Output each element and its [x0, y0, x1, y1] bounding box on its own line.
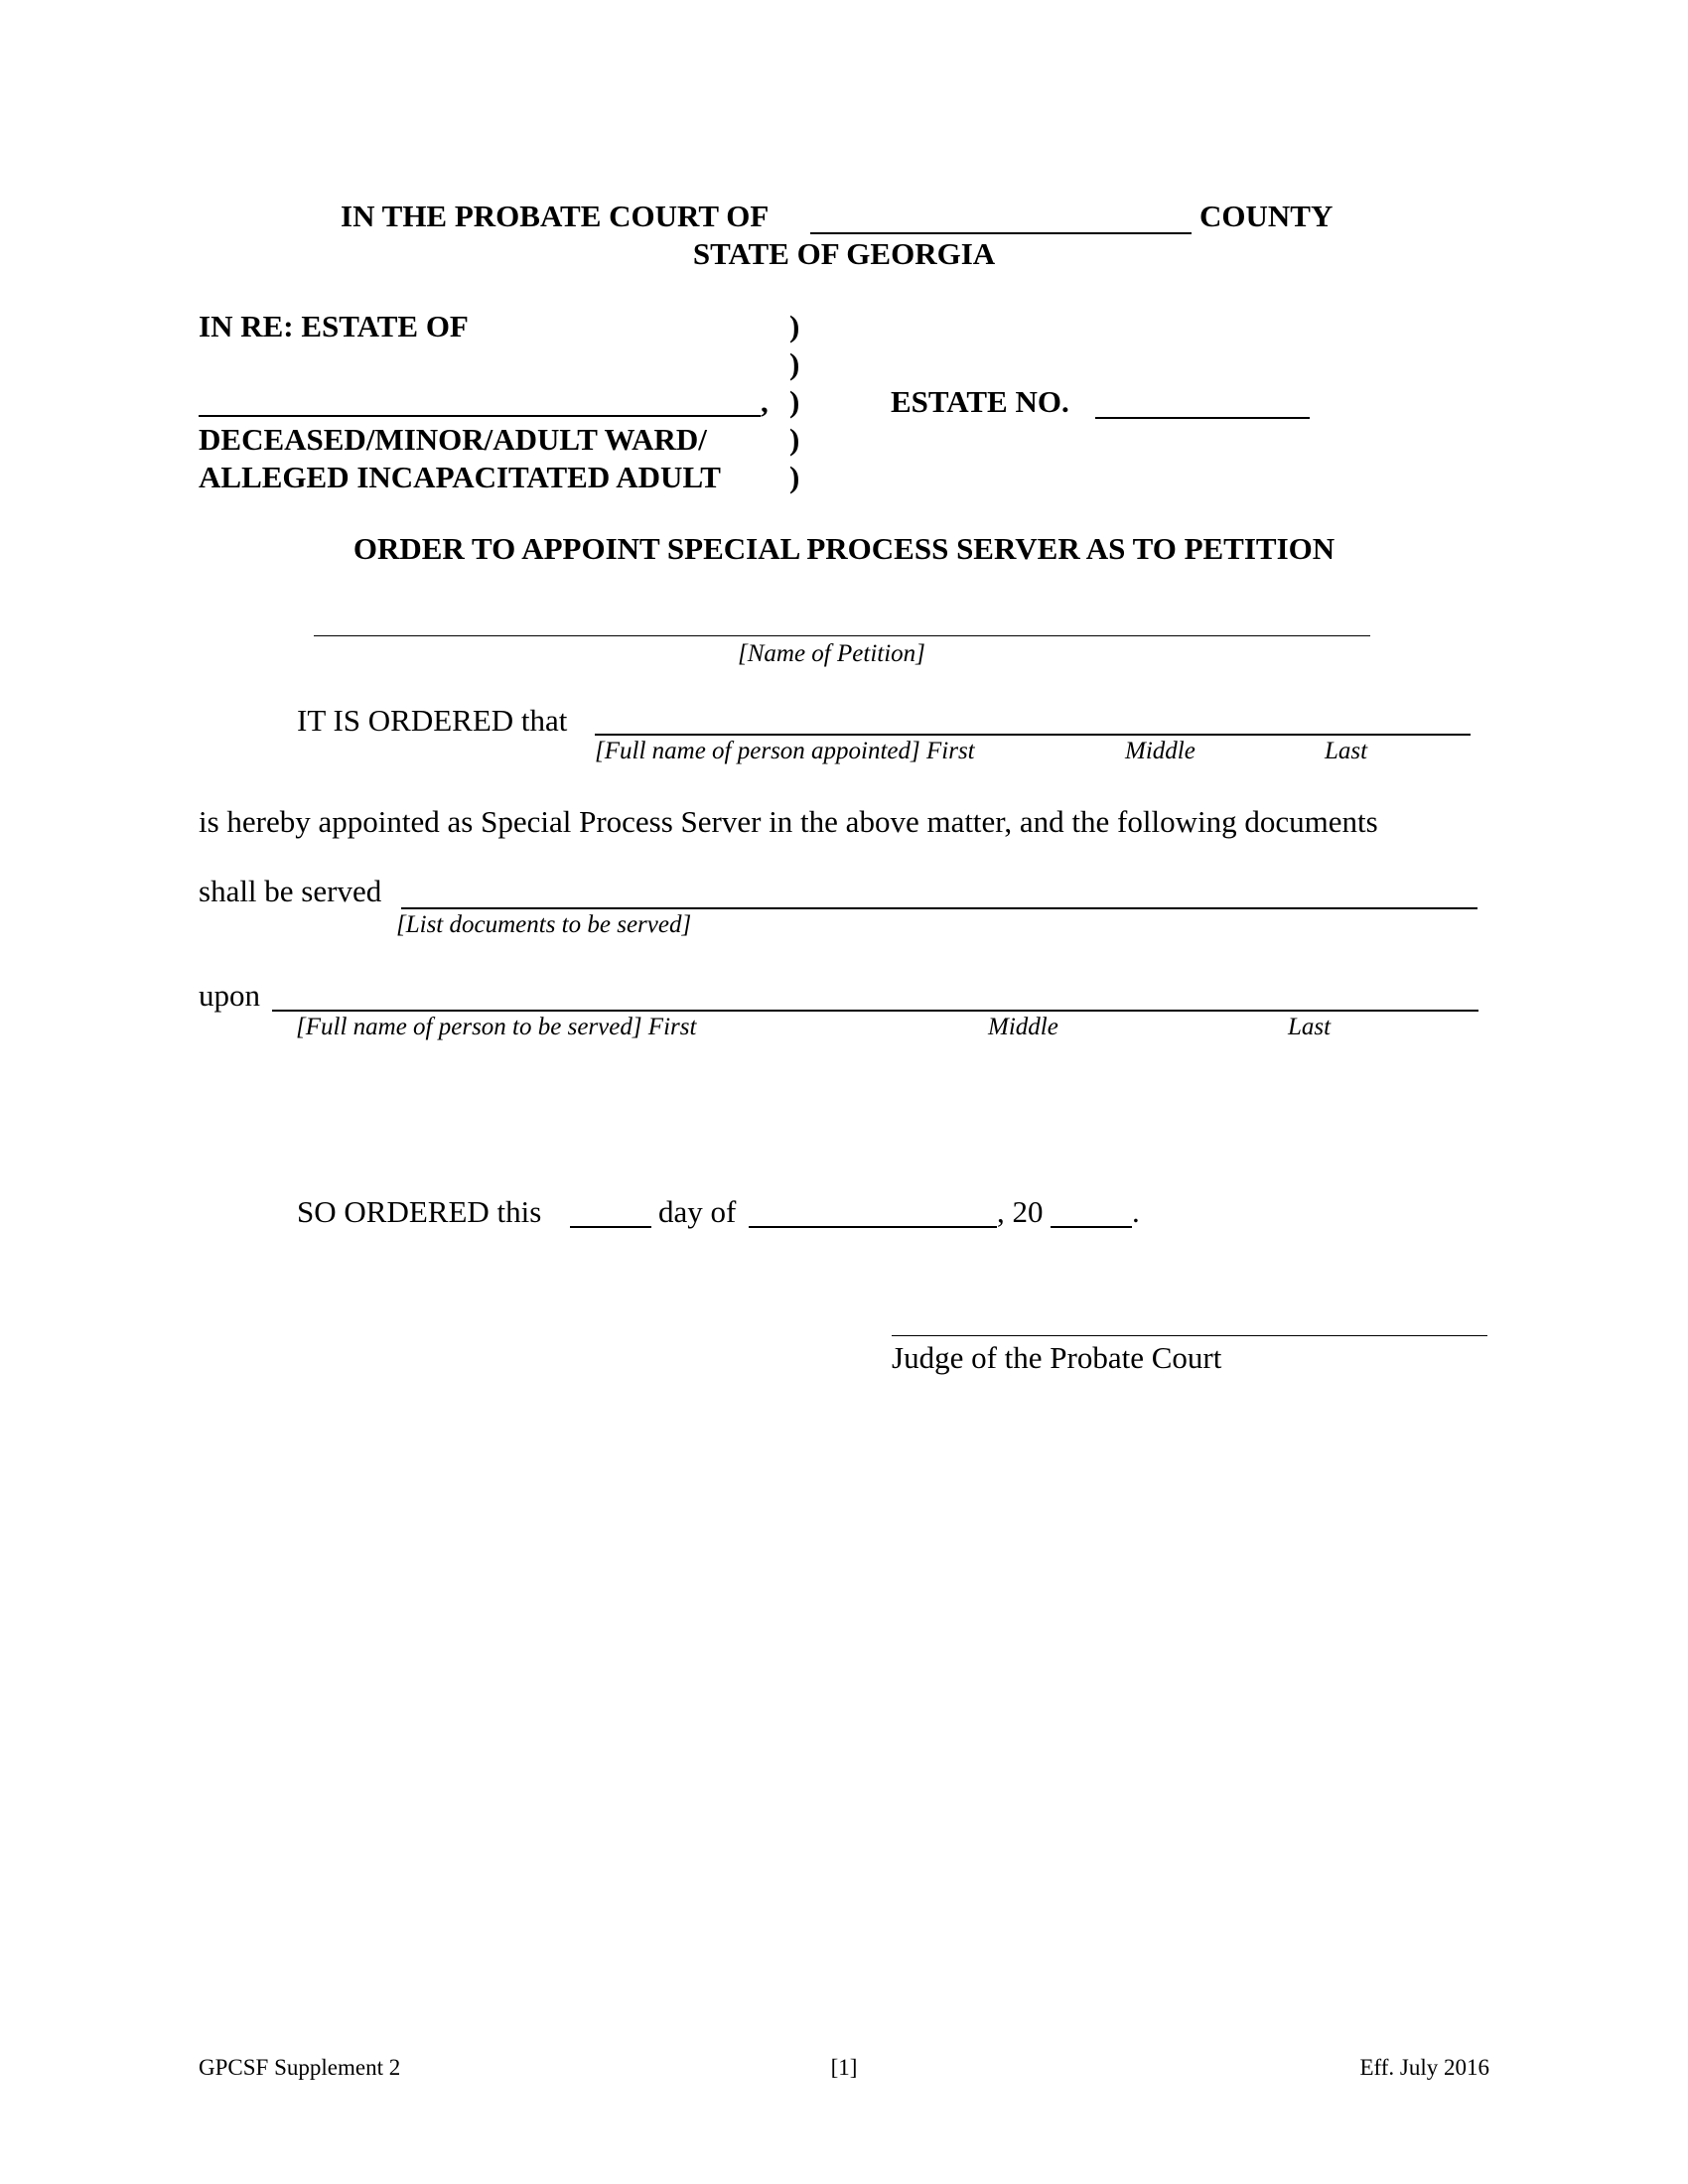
estate-name-field[interactable]: [199, 415, 761, 417]
served-caption-last: Last: [1288, 1014, 1332, 1040]
estate-no-label: ESTATE NO.: [891, 384, 1069, 419]
served-person-field[interactable]: [272, 1010, 1478, 1012]
judge-signature-line[interactable]: [892, 1335, 1487, 1336]
party-type-line1: DECEASED/MINOR/ADULT WARD/: [199, 422, 707, 457]
court-header-state: STATE OF GEORGIA: [692, 236, 996, 271]
year-prefix: , 20: [997, 1194, 1044, 1229]
footer-effective-date: Eff. July 2016: [1359, 2055, 1489, 2080]
judge-signature-label: Judge of the Probate Court: [892, 1340, 1222, 1375]
upon-lead: upon: [199, 978, 260, 1013]
caption-paren-4: ): [789, 422, 800, 457]
in-re-label: IN RE: ESTATE OF: [199, 309, 469, 343]
appointee-caption-first: [Full name of person appointed] First: [595, 738, 975, 764]
appointment-text: is hereby appointed as Special Process Server in the above matter, and the following documents: [199, 804, 1378, 839]
year-field[interactable]: [1051, 1226, 1132, 1228]
day-of-label: day of: [658, 1194, 737, 1229]
month-field[interactable]: [749, 1226, 997, 1228]
estate-name-comma: ,: [761, 384, 769, 419]
county-name-field[interactable]: [810, 232, 1192, 234]
appointee-caption-last: Last: [1325, 738, 1368, 764]
appointee-caption-middle: Middle: [1125, 738, 1196, 764]
caption-paren-2: ): [789, 346, 800, 381]
day-field[interactable]: [570, 1226, 651, 1228]
caption-paren-1: ): [789, 309, 800, 343]
appointee-name-field[interactable]: [595, 734, 1471, 736]
footer-form-id: GPCSF Supplement 2: [199, 2055, 401, 2080]
court-header-suffix: COUNTY: [1199, 199, 1334, 233]
estate-no-field[interactable]: [1095, 417, 1310, 419]
caption-paren-5: ): [789, 460, 800, 494]
caption-paren-3: ): [789, 384, 800, 419]
served-lead: shall be served: [199, 874, 382, 908]
documents-caption: [List documents to be served]: [396, 911, 692, 938]
so-ordered-period: .: [1132, 1194, 1140, 1229]
petition-name-caption: [Name of Petition]: [738, 640, 925, 667]
party-type-line2: ALLEGED INCAPACITATED ADULT: [199, 460, 721, 494]
court-header-prefix: IN THE PROBATE COURT OF: [341, 199, 770, 233]
footer-page-number: [1]: [830, 2055, 858, 2080]
served-caption-middle: Middle: [988, 1014, 1058, 1040]
served-caption-first: [Full name of person to be served] First: [296, 1014, 697, 1040]
so-ordered-lead: SO ORDERED this: [297, 1194, 542, 1229]
petition-name-field[interactable]: [314, 635, 1370, 636]
document-title: ORDER TO APPOINT SPECIAL PROCESS SERVER AS TO PETITION: [352, 531, 1336, 566]
ordered-lead: IT IS ORDERED that: [297, 703, 568, 738]
documents-field[interactable]: [401, 907, 1477, 909]
